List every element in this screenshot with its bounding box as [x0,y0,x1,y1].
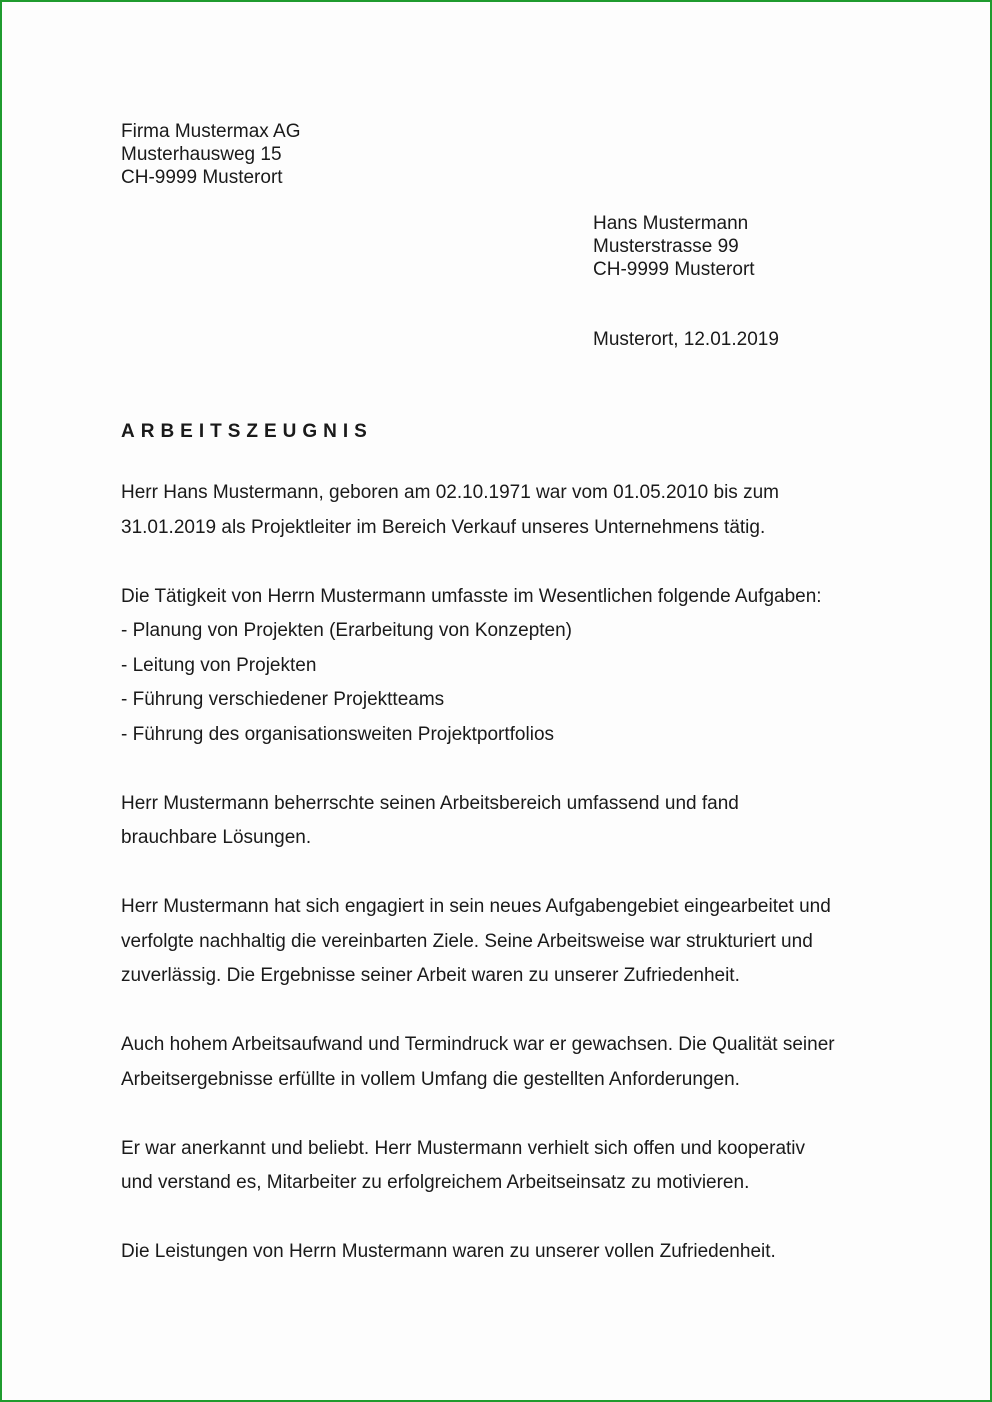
paragraph [121,787,901,856]
document-title: ARBEITSZEUGNIS [121,421,373,442]
sender-city: CH-9999 Musterort [121,167,283,188]
paragraph [121,1028,901,1097]
paragraph-line: Herr Mustermann beherrschte seinen Arbeitsbereich umfassend und fand [121,792,739,814]
recipient-name: Hans Mustermann [593,213,749,234]
paragraph [121,476,901,545]
sender-street: Musterhausweg 15 [121,144,282,165]
sender-address [121,120,300,189]
sender-company: Firma Mustermax AG [121,121,301,142]
paragraph-line: 31.01.2019 als Projektleiter im Bereich Verkauf unseres Unternehmens tätig. [121,516,766,538]
paragraph-line: brauchbare Lösungen. [121,827,312,848]
paragraph-line: - Leitung von Projekten [121,654,317,676]
paragraph-line: zuverlässig. Die Ergebnisse seiner Arbeit waren zu unserer Zufriedenheit. [121,965,740,986]
paragraph-line: Die Tätigkeit von Herrn Mustermann umfasste im Wesentlichen folgende Aufgaben: [121,585,822,607]
paragraph-line: - Führung verschiedener Projektteams [121,689,445,710]
paragraph-line: und verstand es, Mitarbeiter zu erfolgreichem Arbeitseinsatz zu motivieren. [121,1172,750,1193]
date-line: Musterort, 12.01.2019 [593,329,779,350]
paragraph-line: Die Leistungen von Herrn Mustermann waren zu unserer vollen Zufriedenheit. [121,1241,776,1262]
paragraph [121,1132,901,1201]
paragraph-line: Arbeitsergebnisse erfüllte in vollem Umfang die gestellten Anforderungen. [121,1068,740,1090]
recipient-city: CH-9999 Musterort [593,259,755,280]
recipient-street: Musterstrasse 99 [593,236,739,257]
paragraph [121,580,901,753]
paragraph-line: Er war anerkannt und beliebt. Herr Mustermann verhielt sich offen und kooperativ [121,1137,806,1159]
paragraph-line: Auch hohem Arbeitsaufwand und Termindruck war er gewachsen. Die Qualität seiner [121,1034,835,1055]
paragraph-line: - Führung des organisationsweiten Projektportfolios [121,723,555,745]
paragraph-line: Herr Mustermann hat sich engagiert in sein neues Aufgabengebiet eingearbeitet und [121,896,831,917]
letter-body [121,476,901,1304]
paragraph-line: verfolgte nachhaltig die vereinbarten Ziele. Seine Arbeitsweise war strukturiert und [121,930,813,952]
paragraph-line: - Planung von Projekten (Erarbeitung von Konzepten) [121,620,572,641]
recipient-address [593,212,755,281]
paragraph-line: Herr Hans Mustermann, geboren am 02.10.1971 war vom 01.05.2010 bis zum [121,482,779,503]
paragraph [121,890,901,994]
paragraph [121,1235,901,1270]
